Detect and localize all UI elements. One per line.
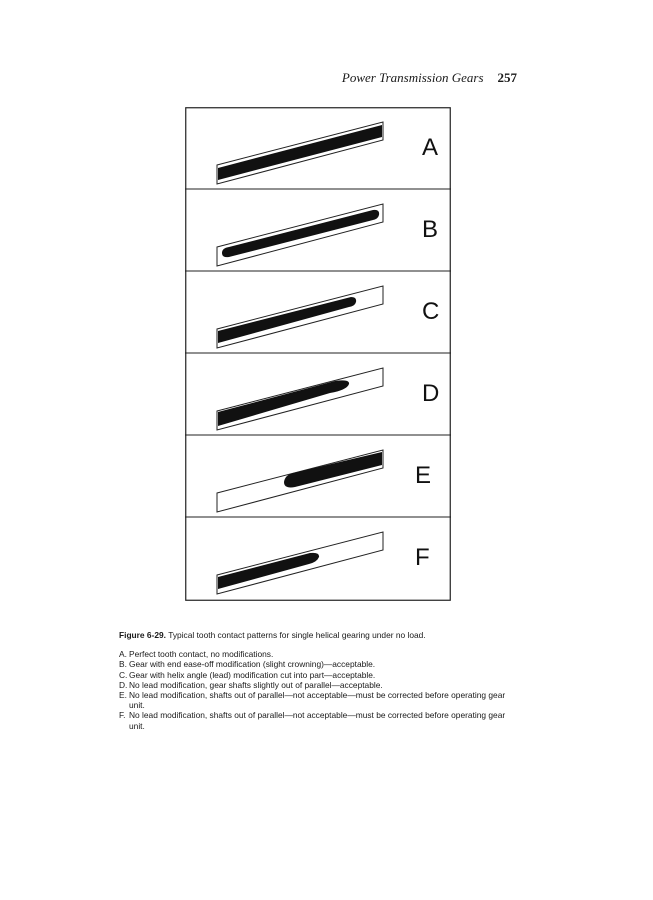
figure-diagram	[185, 107, 451, 601]
figure-label: Figure 6-29.	[119, 630, 167, 640]
list-item: E. No lead modification, shafts out of parallel—not acceptable—must be corrected before operating gear unit.	[119, 690, 506, 711]
panel-label-b: B	[422, 216, 439, 243]
panel-a	[217, 122, 438, 184]
figure-caption-block	[119, 630, 519, 731]
list-item: A. Perfect tooth contact, no modifications.	[119, 649, 274, 660]
figure-caption	[119, 630, 519, 640]
running-title: Power Transmission Gears	[341, 70, 484, 85]
contact-pattern	[218, 297, 356, 343]
list-item: F. No lead modification, shafts out of parallel—not acceptable—must be corrected before operating gear unit.	[119, 710, 506, 731]
panel-c	[217, 286, 439, 348]
panel-d	[217, 368, 439, 430]
list-item: C. Gear with helix angle (lead) modification cut into part—acceptable.	[119, 669, 376, 680]
panel-label-d: D	[422, 380, 440, 407]
caption-list	[119, 649, 519, 731]
figure-caption-text: Typical tooth contact patterns for single helical gearing under no load.	[168, 630, 426, 640]
panel-label-f: F	[415, 544, 430, 571]
contact-pattern	[222, 210, 379, 257]
running-header	[342, 70, 517, 86]
page-number: 257	[497, 70, 517, 85]
list-item: B. Gear with end ease-off modification (slight crowning)—acceptable.	[119, 659, 376, 670]
panel-b	[217, 204, 438, 266]
contact-pattern	[218, 380, 349, 426]
panel-f	[217, 532, 430, 594]
panel-label-e: E	[415, 462, 432, 489]
panel-e	[217, 450, 431, 512]
tooth-contact-figure	[185, 107, 451, 601]
panel-label-c: C	[422, 298, 440, 325]
panel-label-a: A	[422, 134, 439, 161]
contact-pattern	[218, 125, 382, 180]
list-item: D. No lead modification, gear shafts slightly out of parallel—acceptable.	[119, 679, 383, 690]
